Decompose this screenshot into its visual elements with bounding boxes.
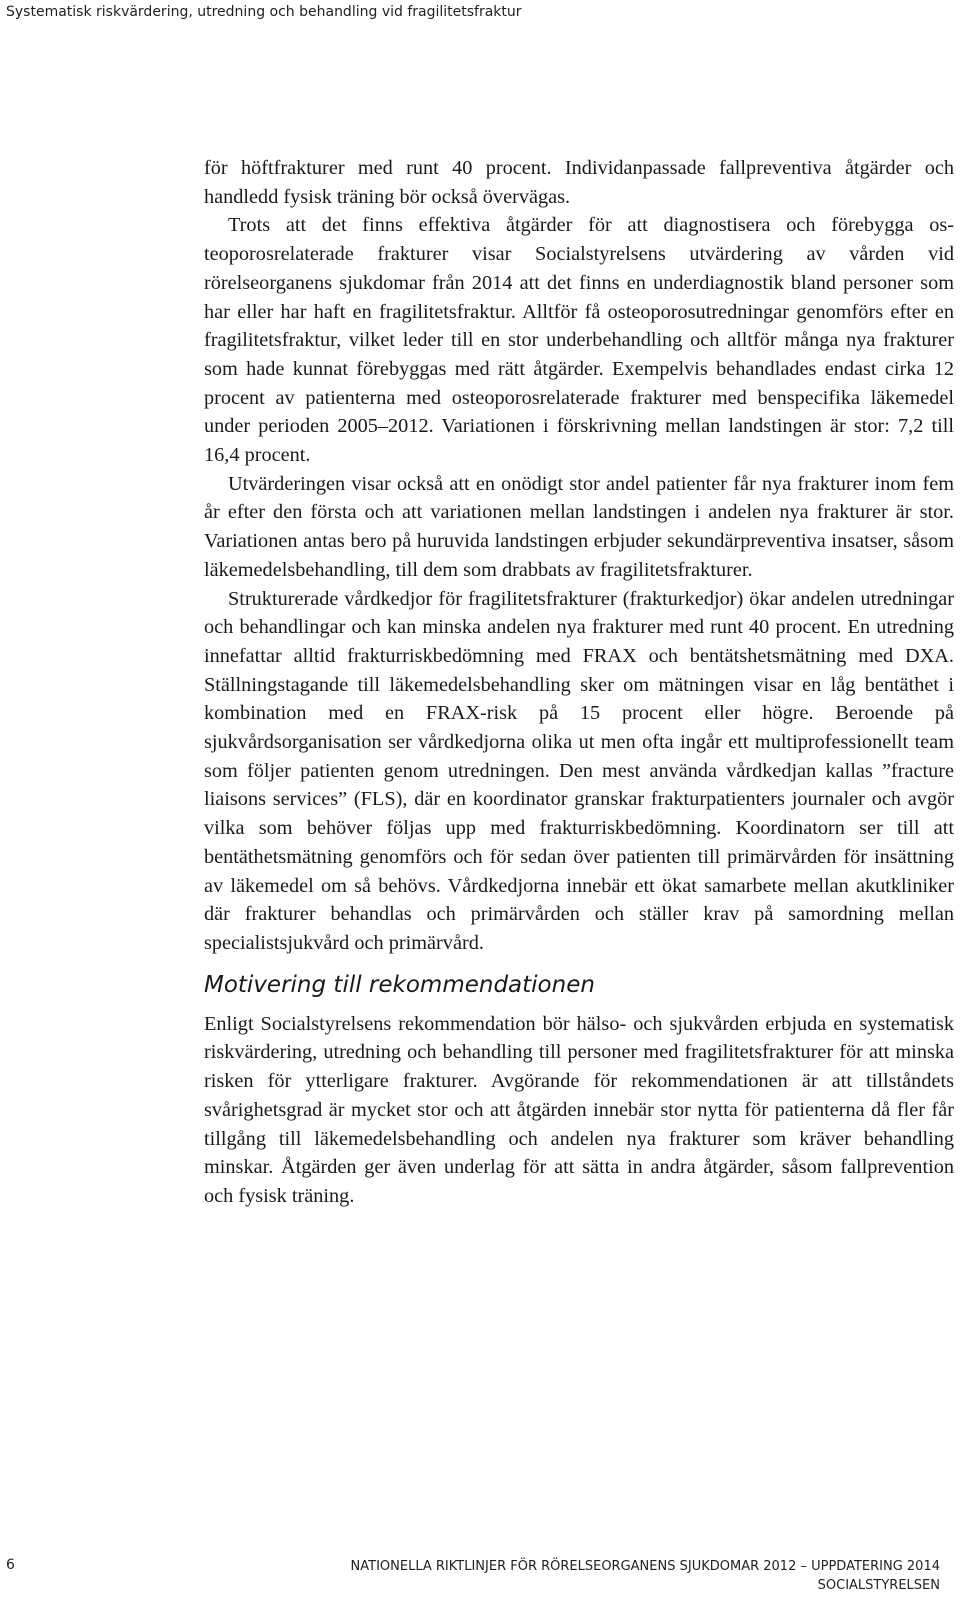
paragraph-underdiagnosis: Trots att det finns effektiva åtgärder för att diagnostisera och förebygga osteoporosrelaterade frakturer visar Socialstyrelsens utvärdering av vården vid rörelseorganens sjukdomar från 2014 att det finns en underdiagnostik bland personer som har eller har haft en fragilitetsfraktur. Alltför få osteoporosutredningar genomförs efter en fragilitetsfraktur, vilket leder till en stor underbehandling och alltför många nya frakturer som hade kunnat förebyggas med rätt åtgärder. Exempelvis behandlades endast cirka 12 procent av patienterna med osteoporosrelaterade frakturer med benspecifika läkemedel under perioden 2005–2012. Variationen i förskrivning mellan landstingen är stor: 7,2 till 16,4 procent. [204, 214, 954, 467]
paragraph-evaluation: Utvärderingen visar också att en onödigt stor andel patienter får nya frakturer inom fem år efter den första och att variationen mellan landstingen i andelen nya frakturer är stor. Variationen antas bero på huruvida landstingen erbjuder sekundärpreventiva insatser, såsom läkemedelsbehandling, till dem som drabbats av fragilitetsfrakturer. [204, 472, 954, 581]
body-text [204, 154, 954, 1211]
paragraph-care-chains: Strukturerade vårdkedjor för fragilitetsfrakturer (frakturkedjor) ökar andelen utredningar och behandlingar och kan minska andelen nya frakturer med runt 40 procent. En utredning innefattar alltid frakturriskbedömning med FRAX och bentätshetsmätning med DXA. Ställningstagande till läkemedelsbehandling sker om mätningen visar en låg bentäthet i kombination med en FRAX-risk på 15 procent eller högre. Beroende på sjukvårdsorganisation ser vårdkedjorna olika ut men ofta ingår ett multiprofessionellt team som följer patienten genom utredningen. Den mest använda vårdkedjan kallas ”fracture liaisons services” (FLS), där en koordinator granskar frakturpatienters journaler och avgör vilka som behöver följas upp med frakturriskbedömning. Koordinatorn ser till att bentäthetsmätning genomförs och för sedan över patienten till primärvården för insättning av läkemedel om så behövs. Vårdkedjorna innebär ett ökat samarbete mellan akutkliniker där frakturer behandlas och primärvården och ställer krav på samordning mellan specialistsjukvård och primärvård. [204, 587, 954, 954]
section-heading: Motivering till rekommendationen [204, 971, 595, 998]
publication-title: NATIONELLA RIKTLINJER FÖR RÖRELSEORGANENS SJUKDOMAR 2012 – UPPDATERING 2014 [350, 1559, 940, 1574]
page-number: 6 [6, 1557, 15, 1573]
paragraph-continuation: för höftfrakturer med runt 40 procent. Individanpassade fallpreventiva åtgärder och handledd fysisk träning bör också övervägas. [204, 157, 954, 208]
paragraph-motivation: Enligt Socialstyrelsens rekommendation bör hälso- och sjukvården erbjuda en systematisk riskvärdering, utredning och behandling till personer med fragilitetsfrakturer för att minska risken för ytterligare frakturer. Avgörande för rekommendationen är att tillståndets svårighetsgrad är mycket stor och att åtgärden innebär stor nytta för patienterna då fler får tillgång till läkemedelsbehandling och andelen nya frakturer som kräver behandling minskar. Åtgärden ger även underlag för att sätta in andra åtgärder, såsom fallprevention och fysisk träning. [204, 1012, 954, 1207]
running-header: Systematisk riskvärdering, utredning och behandling vid fragilitetsfraktur [6, 4, 522, 20]
publisher-name: SOCIALSTYRELSEN [817, 1578, 940, 1593]
footer-title [351, 1557, 940, 1595]
